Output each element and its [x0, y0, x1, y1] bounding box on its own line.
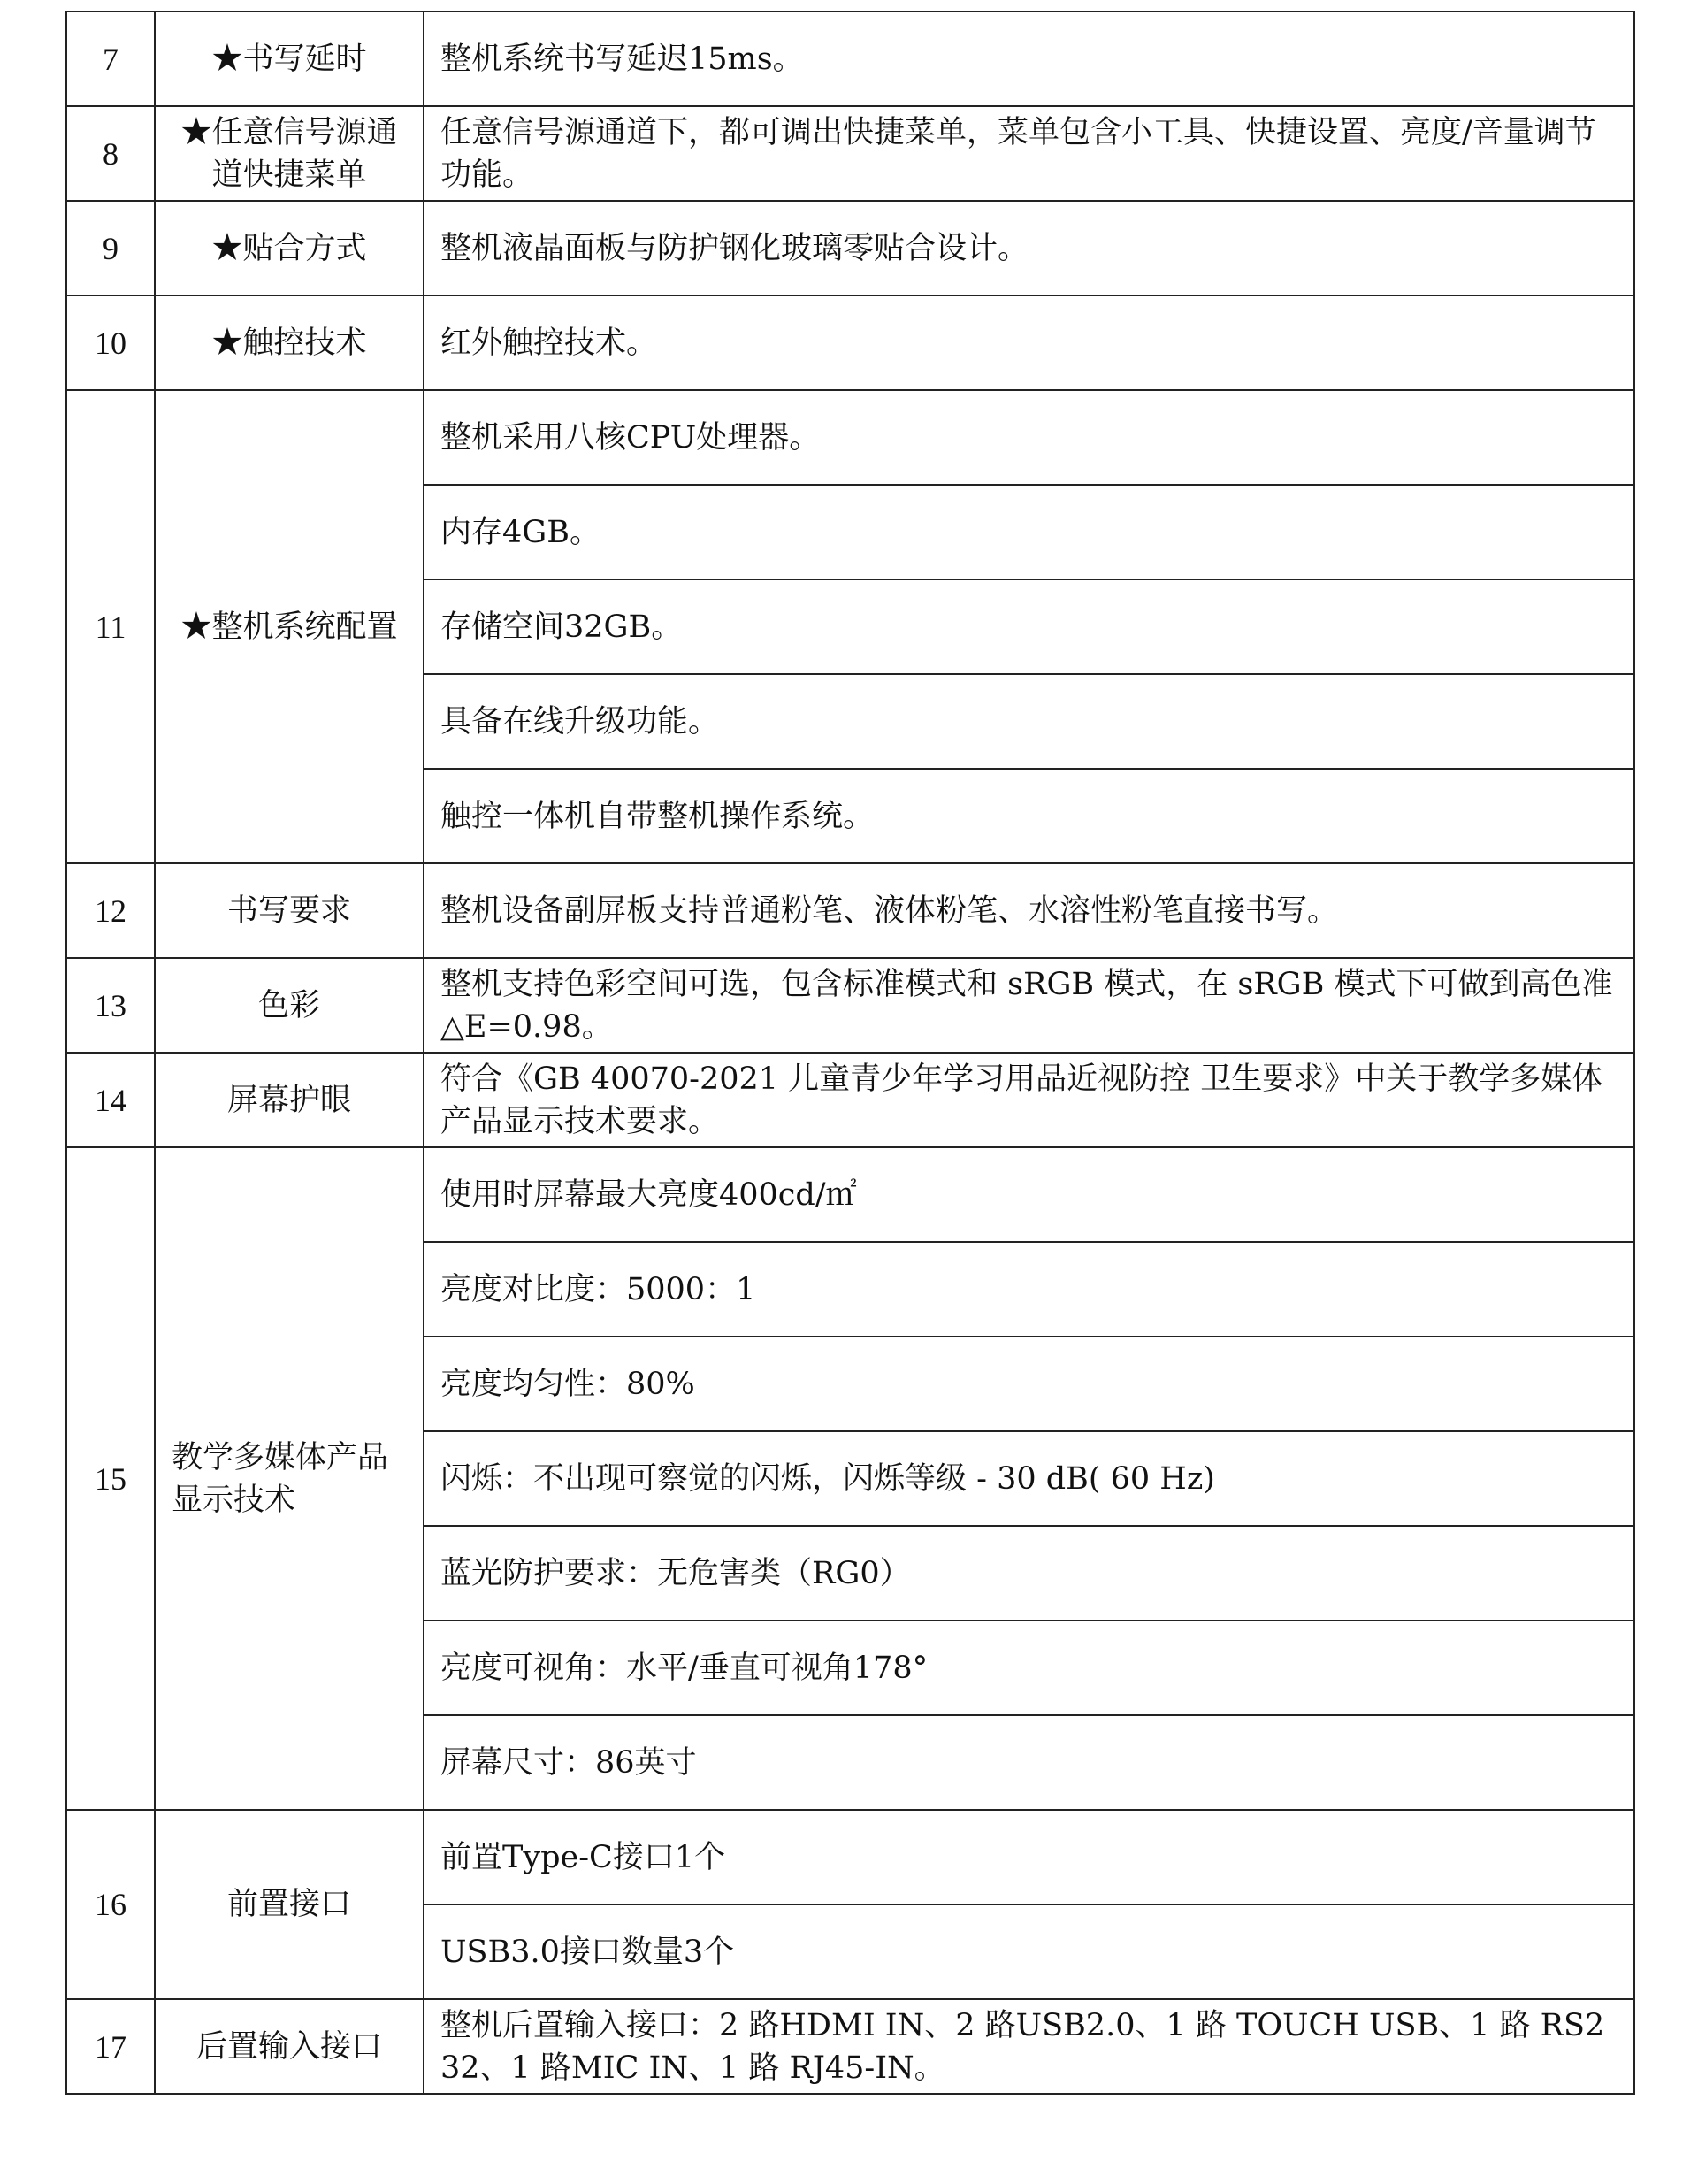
item-name: 屏幕护眼	[155, 1053, 424, 1147]
item-spec: 亮度均匀性：80%	[424, 1337, 1634, 1431]
item-spec: 闪烁：不出现可察觉的闪烁，闪烁等级 - 30 dB( 60 Hz)	[424, 1431, 1634, 1526]
item-spec: 整机后置输入接口：2 路HDMI IN、2 路USB2.0、1 路 TOUCH USB、1 路 RS232、1 路MIC IN、1 路 RJ45-IN。	[424, 1999, 1634, 2094]
item-name: 书写要求	[155, 863, 424, 958]
item-spec: 整机液晶面板与防护钢化玻璃零贴合设计。	[424, 201, 1634, 295]
item-spec: USB3.0接口数量3个	[424, 1904, 1634, 1999]
row-number: 11	[66, 390, 155, 863]
item-spec: 整机设备副屏板支持普通粉笔、液体粉笔、水溶性粉笔直接书写。	[424, 863, 1634, 958]
item-name: ★触控技术	[155, 295, 424, 390]
row-number: 17	[66, 1999, 155, 2094]
row-number: 13	[66, 958, 155, 1053]
item-spec: 前置Type-C接口1个	[424, 1810, 1634, 1904]
item-spec: 存储空间32GB。	[424, 579, 1634, 674]
item-spec: 使用时屏幕最大亮度400cd/㎡	[424, 1147, 1634, 1242]
table-row	[66, 11, 1634, 106]
item-spec: 内存4GB。	[424, 485, 1634, 579]
item-name: 色彩	[155, 958, 424, 1053]
item-spec: 红外触控技术。	[424, 295, 1634, 390]
row-number: 12	[66, 863, 155, 958]
table-row	[66, 1999, 1634, 2094]
table-row	[66, 390, 1634, 485]
row-number: 7	[66, 11, 155, 106]
item-name: ★任意信号源通道快捷菜单	[155, 106, 424, 201]
table-row	[66, 106, 1634, 201]
item-name: 后置输入接口	[155, 1999, 424, 2094]
item-spec: 蓝光防护要求：无危害类（RG0）	[424, 1526, 1634, 1621]
table-row	[66, 863, 1634, 958]
table-row	[66, 295, 1634, 390]
item-name: ★整机系统配置	[155, 390, 424, 863]
row-number: 14	[66, 1053, 155, 1147]
item-name: 前置接口	[155, 1810, 424, 1999]
table-row	[66, 201, 1634, 295]
row-number: 10	[66, 295, 155, 390]
table-row	[66, 1147, 1634, 1242]
table-row	[66, 1810, 1634, 1904]
row-number: 15	[66, 1147, 155, 1810]
item-name: ★贴合方式	[155, 201, 424, 295]
spec-table	[65, 11, 1635, 2095]
item-spec: 屏幕尺寸：86英寸	[424, 1715, 1634, 1810]
table-row	[66, 1053, 1634, 1147]
row-number: 16	[66, 1810, 155, 1999]
item-name: 教学多媒体产品显示技术	[155, 1147, 424, 1810]
item-spec: 亮度可视角：水平/垂直可视角178°	[424, 1621, 1634, 1715]
item-spec: 亮度对比度：5000：1	[424, 1242, 1634, 1337]
table-row	[66, 958, 1634, 1053]
item-spec: 触控一体机自带整机操作系统。	[424, 769, 1634, 863]
item-spec: 整机系统书写延迟15ms。	[424, 11, 1634, 106]
item-spec: 整机支持色彩空间可选，包含标准模式和 sRGB 模式，在 sRGB 模式下可做到高色准△E=0.98。	[424, 958, 1634, 1053]
row-number: 9	[66, 201, 155, 295]
row-number: 8	[66, 106, 155, 201]
item-spec: 具备在线升级功能。	[424, 674, 1634, 769]
item-spec: 符合《GB 40070-2021 儿童青少年学习用品近视防控 卫生要求》中关于教学多媒体产品显示技术要求。	[424, 1053, 1634, 1147]
item-spec: 整机采用八核CPU处理器。	[424, 390, 1634, 485]
item-name: ★书写延时	[155, 11, 424, 106]
item-spec: 任意信号源通道下，都可调出快捷菜单，菜单包含小工具、快捷设置、亮度/音量调节功能。	[424, 106, 1634, 201]
